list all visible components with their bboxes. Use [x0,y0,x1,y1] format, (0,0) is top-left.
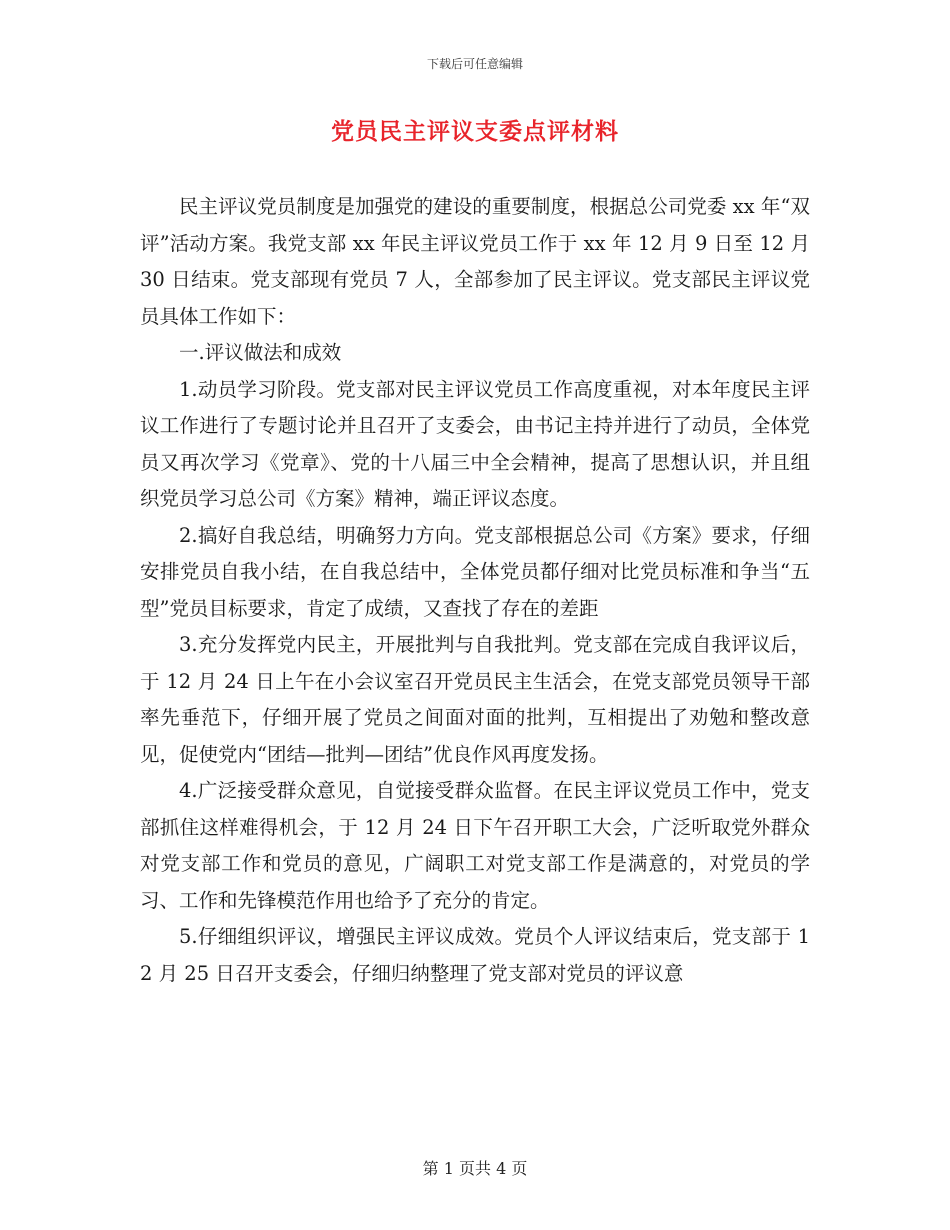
paragraph-section-heading: 一.评议做法和成效 [179,341,342,364]
page-header-note: 下载后可任意编辑 [426,57,523,71]
paragraph-item-2: 2.搞好自我总结，明确努力方向。党支部根据总公司《方案》要求，仔细安排党员自我小结，在自我总结中，全体党员都仔细对比党员标准和争当“五型”党员目标要求，肯定了成绩，又查找了存在的差距 [140,523,810,620]
document-body [140,189,810,992]
page-number: 第 1 页共 4 页 [422,1159,528,1178]
paragraph-item-4: 4.广泛接受群众意见，自觉接受群众监督。在民主评议党员工作中，党支部抓住这样难得机会，于 12 月 24 日下午召开职工大会，广泛听取党外群众对党支部工作和党员的意见，广阔职工对党支部工作是满意的，对党员的学习、工作和先锋模范作用也给予了充分的肯定。 [140,779,810,912]
paragraph-item-5: 5.仔细组织评议，增强民主评议成效。党员个人评议结束后，党支部于 12 月 25 日召开支委会，仔细归纳整理了党支部对党员的评议意 [140,925,810,985]
paragraph-item-3: 3.充分发挥党内民主，开展批判与自我批判。党支部在完成自我评议后，于 12 月 24 日上午在小会议室召开党员民主生活会，在党支部党员领导干部率先垂范下，仔细开展了党员之间面对面的批判，互相提出了劝勉和整改意见，促使党内“团结—批判—团结”优良作风再度发扬。 [140,633,810,766]
paragraph-intro: 民主评议党员制度是加强党的建设的重要制度，根据总公司党委 xx 年“双评”活动方案。我党支部 xx 年民主评议党员工作于 xx 年 12 月 9 日至 12 月 30 日结束。党支部现有党员 7 人，全部参加了民主评议。党支部民主评议党员具体工作如下： [140,195,810,328]
paragraph-item-1: 1.动员学习阶段。党支部对民主评议党员工作高度重视，对本年度民主评议工作进行了专题讨论并且召开了支委会，由书记主持并进行了动员，全体党员又再次学习《党章》、党的十八届三中全会精神，提高了思想认识，并且组织党员学习总公司《方案》精神，端正评议态度。 [140,377,810,510]
document-title: 党员民主评议支委点评材料 [331,118,619,145]
